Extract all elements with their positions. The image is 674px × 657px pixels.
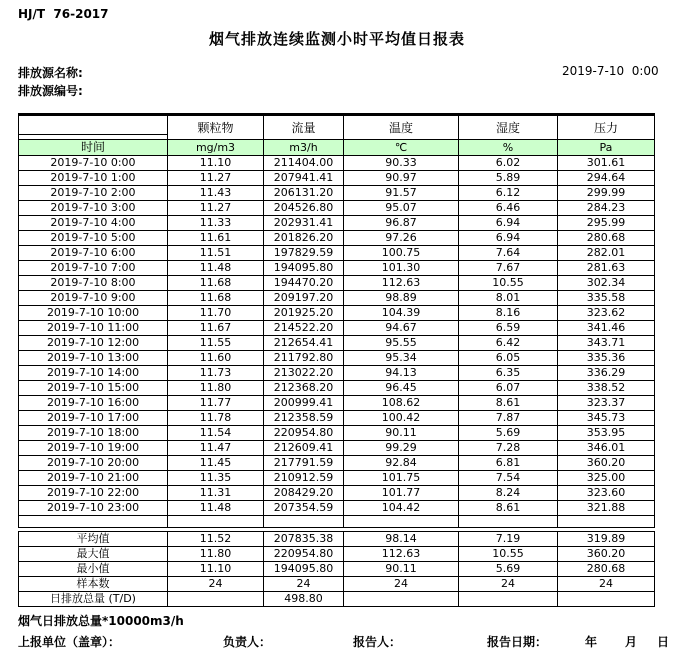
time-cell: 2019-7-10 22:00: [19, 486, 168, 501]
column-header: 压力: [558, 115, 655, 140]
value-cell: 8.24: [459, 486, 558, 501]
value-cell: 10.55: [459, 276, 558, 291]
table-row: [19, 456, 655, 471]
table-row: [19, 216, 655, 231]
value-cell: 11.55: [168, 336, 264, 351]
day-label: 日: [657, 635, 670, 649]
value-cell: 338.52: [558, 381, 655, 396]
signature-line: [0, 633, 674, 651]
table-row: [19, 366, 655, 381]
value-cell: 207354.59: [264, 501, 344, 516]
empty-cell: [459, 516, 558, 528]
value-cell: 11.70: [168, 306, 264, 321]
value-cell: 6.94: [459, 216, 558, 231]
time-cell: 2019-7-10 5:00: [19, 231, 168, 246]
value-cell: 6.07: [459, 381, 558, 396]
value-cell: 11.60: [168, 351, 264, 366]
value-cell: 353.95: [558, 426, 655, 441]
time-cell: 2019-7-10 8:00: [19, 276, 168, 291]
header-corner-top-cell: [19, 115, 168, 135]
value-cell: 360.20: [558, 456, 655, 471]
value-cell: 212609.41: [264, 441, 344, 456]
table-row: [19, 426, 655, 441]
value-cell: 11.35: [168, 471, 264, 486]
value-cell: 8.01: [459, 291, 558, 306]
value-cell: 335.58: [558, 291, 655, 306]
value-cell: 91.57: [344, 186, 459, 201]
value-cell: 100.42: [344, 411, 459, 426]
value-cell: 302.34: [558, 276, 655, 291]
value-cell: 213022.20: [264, 366, 344, 381]
value-cell: 325.00: [558, 471, 655, 486]
separator-empty-row: [19, 516, 655, 528]
table-row: [19, 381, 655, 396]
table-row: [19, 351, 655, 366]
table-row: [19, 532, 655, 547]
value-cell: 5.89: [459, 171, 558, 186]
value-cell: 7.54: [459, 471, 558, 486]
value-cell: 92.84: [344, 456, 459, 471]
empty-cell: [344, 516, 459, 528]
value-cell: 101.77: [344, 486, 459, 501]
value-cell: 11.80: [168, 547, 264, 562]
value-cell: 336.29: [558, 366, 655, 381]
table-row: [19, 201, 655, 216]
value-cell: 104.42: [344, 501, 459, 516]
value-cell: 11.73: [168, 366, 264, 381]
value-cell: 104.39: [344, 306, 459, 321]
value-cell: 11.67: [168, 321, 264, 336]
table-row: [19, 231, 655, 246]
table-row: [19, 276, 655, 291]
empty-cell: [264, 516, 344, 528]
value-cell: 24: [459, 577, 558, 592]
value-cell: 11.47: [168, 441, 264, 456]
value-cell: 8.16: [459, 306, 558, 321]
time-cell: 2019-7-10 18:00: [19, 426, 168, 441]
value-cell: 345.73: [558, 411, 655, 426]
value-cell: 11.77: [168, 396, 264, 411]
empty-cell: [19, 516, 168, 528]
value-cell: 301.61: [558, 156, 655, 171]
time-cell: 2019-7-10 6:00: [19, 246, 168, 261]
value-cell: 194095.80: [264, 562, 344, 577]
value-cell: 90.11: [344, 562, 459, 577]
value-cell: 11.10: [168, 156, 264, 171]
year-label: 年: [585, 635, 598, 649]
value-cell: 208429.20: [264, 486, 344, 501]
responsible-person-label: 负责人：: [223, 635, 272, 649]
standard-number: HJ/T 76-2017: [18, 7, 109, 21]
value-cell: 6.59: [459, 321, 558, 336]
unit-cell: ℃: [344, 140, 459, 156]
value-cell: 323.62: [558, 306, 655, 321]
value-cell: 11.48: [168, 261, 264, 276]
value-cell: 96.87: [344, 216, 459, 231]
empty-cell: [168, 516, 264, 528]
value-cell: 108.62: [344, 396, 459, 411]
time-cell: 2019-7-10 4:00: [19, 216, 168, 231]
value-cell: 194095.80: [264, 261, 344, 276]
value-cell: 94.13: [344, 366, 459, 381]
source-id-label: 排放源编号:: [18, 84, 83, 98]
value-cell: 98.14: [344, 532, 459, 547]
value-cell: 99.29: [344, 441, 459, 456]
unit-cell: Pa: [558, 140, 655, 156]
value-cell: 11.61: [168, 231, 264, 246]
value-cell: 5.69: [459, 562, 558, 577]
table-row: [19, 577, 655, 592]
value-cell: 201826.20: [264, 231, 344, 246]
value-cell: 220954.80: [264, 547, 344, 562]
time-cell: 2019-7-10 21:00: [19, 471, 168, 486]
value-cell: 11.43: [168, 186, 264, 201]
table-row: [19, 547, 655, 562]
time-cell: 2019-7-10 7:00: [19, 261, 168, 276]
value-cell: 24: [344, 577, 459, 592]
value-cell: 202931.41: [264, 216, 344, 231]
value-cell: 11.78: [168, 411, 264, 426]
time-cell: 2019-7-10 13:00: [19, 351, 168, 366]
value-cell: 6.94: [459, 231, 558, 246]
value-cell: 11.27: [168, 171, 264, 186]
summary-label-cell: 样本数: [19, 577, 168, 592]
unit-cell: %: [459, 140, 558, 156]
value-cell: 11.33: [168, 216, 264, 231]
value-cell: 90.11: [344, 426, 459, 441]
value-cell: 346.01: [558, 441, 655, 456]
table-row: [19, 261, 655, 276]
reporter-label: 报告人：: [353, 635, 402, 649]
value-cell: [558, 592, 655, 607]
time-cell: 2019-7-10 10:00: [19, 306, 168, 321]
summary-label-cell: 最大值: [19, 547, 168, 562]
time-cell: 2019-7-10 0:00: [19, 156, 168, 171]
table-row: [19, 411, 655, 426]
time-cell: 2019-7-10 19:00: [19, 441, 168, 456]
table-row: [19, 471, 655, 486]
value-cell: 11.68: [168, 276, 264, 291]
value-cell: 10.55: [459, 547, 558, 562]
report-datetime: 2019-7-10 0:00: [562, 64, 659, 78]
value-cell: 112.63: [344, 547, 459, 562]
time-cell: 2019-7-10 11:00: [19, 321, 168, 336]
value-cell: 210912.59: [264, 471, 344, 486]
value-cell: 280.68: [558, 562, 655, 577]
time-cell: 2019-7-10 15:00: [19, 381, 168, 396]
value-cell: 220954.80: [264, 426, 344, 441]
value-cell: 319.89: [558, 532, 655, 547]
value-cell: 280.68: [558, 231, 655, 246]
table-row: [19, 592, 655, 607]
value-cell: 95.55: [344, 336, 459, 351]
value-cell: [459, 592, 558, 607]
value-cell: 200999.41: [264, 396, 344, 411]
value-cell: 95.07: [344, 201, 459, 216]
monitoring-table: [18, 113, 655, 607]
value-cell: 96.45: [344, 381, 459, 396]
value-cell: 11.27: [168, 201, 264, 216]
value-cell: 7.67: [459, 261, 558, 276]
value-cell: 100.75: [344, 246, 459, 261]
value-cell: 206131.20: [264, 186, 344, 201]
month-label: 月: [625, 635, 638, 649]
time-cell: 2019-7-10 2:00: [19, 186, 168, 201]
value-cell: 6.35: [459, 366, 558, 381]
table-row: [19, 291, 655, 306]
value-cell: 8.61: [459, 396, 558, 411]
value-cell: 11.31: [168, 486, 264, 501]
value-cell: 11.10: [168, 562, 264, 577]
value-cell: 282.01: [558, 246, 655, 261]
value-cell: 341.46: [558, 321, 655, 336]
value-cell: 6.81: [459, 456, 558, 471]
value-cell: 217791.59: [264, 456, 344, 471]
value-cell: 321.88: [558, 501, 655, 516]
value-cell: 94.67: [344, 321, 459, 336]
value-cell: 360.20: [558, 547, 655, 562]
value-cell: 209197.20: [264, 291, 344, 306]
column-header: 湿度: [459, 115, 558, 140]
value-cell: 212368.20: [264, 381, 344, 396]
value-cell: 201925.20: [264, 306, 344, 321]
value-cell: 6.02: [459, 156, 558, 171]
table-row: [19, 441, 655, 456]
page-title: 烟气排放连续监测小时平均值日报表: [208, 30, 465, 48]
value-cell: 11.68: [168, 291, 264, 306]
value-cell: 11.80: [168, 381, 264, 396]
footnote: 烟气日排放总量*10000m3/h: [18, 614, 184, 628]
unit-row: [19, 140, 655, 156]
time-cell: 2019-7-10 9:00: [19, 291, 168, 306]
value-cell: 97.26: [344, 231, 459, 246]
value-cell: 90.33: [344, 156, 459, 171]
value-cell: 101.75: [344, 471, 459, 486]
unit-cell: mg/m3: [168, 140, 264, 156]
time-cell: 2019-7-10 3:00: [19, 201, 168, 216]
value-cell: 95.34: [344, 351, 459, 366]
value-cell: 24: [168, 577, 264, 592]
value-cell: 24: [558, 577, 655, 592]
value-cell: 8.61: [459, 501, 558, 516]
value-cell: [168, 592, 264, 607]
value-cell: 212654.41: [264, 336, 344, 351]
value-cell: 211792.80: [264, 351, 344, 366]
summary-label-cell: 平均值: [19, 532, 168, 547]
summary-label-cell: 最小值: [19, 562, 168, 577]
table-row: [19, 171, 655, 186]
value-cell: 197829.59: [264, 246, 344, 261]
value-cell: 11.48: [168, 501, 264, 516]
table-row: [19, 336, 655, 351]
value-cell: 214522.20: [264, 321, 344, 336]
value-cell: 194470.20: [264, 276, 344, 291]
unit-cell: m3/h: [264, 140, 344, 156]
value-cell: 11.45: [168, 456, 264, 471]
value-cell: 11.51: [168, 246, 264, 261]
value-cell: 90.97: [344, 171, 459, 186]
table-row: [19, 246, 655, 261]
value-cell: 5.69: [459, 426, 558, 441]
time-cell: 2019-7-10 1:00: [19, 171, 168, 186]
value-cell: 323.37: [558, 396, 655, 411]
column-header: 流量: [264, 115, 344, 140]
time-cell: 2019-7-10 12:00: [19, 336, 168, 351]
value-cell: 6.46: [459, 201, 558, 216]
value-cell: 335.36: [558, 351, 655, 366]
table-row: [19, 486, 655, 501]
value-cell: 7.28: [459, 441, 558, 456]
table-row: [19, 396, 655, 411]
value-cell: 284.23: [558, 201, 655, 216]
value-cell: 294.64: [558, 171, 655, 186]
time-cell: 2019-7-10 14:00: [19, 366, 168, 381]
value-cell: 207941.41: [264, 171, 344, 186]
value-cell: 211404.00: [264, 156, 344, 171]
value-cell: 299.99: [558, 186, 655, 201]
table-row: [19, 321, 655, 336]
value-cell: 7.87: [459, 411, 558, 426]
value-cell: 11.52: [168, 532, 264, 547]
time-cell: 2019-7-10 20:00: [19, 456, 168, 471]
value-cell: 6.05: [459, 351, 558, 366]
value-cell: 6.12: [459, 186, 558, 201]
value-cell: 7.64: [459, 246, 558, 261]
value-cell: 101.30: [344, 261, 459, 276]
column-header: 温度: [344, 115, 459, 140]
empty-cell: [558, 516, 655, 528]
data-rows: [19, 156, 655, 516]
value-cell: 6.42: [459, 336, 558, 351]
source-name-label: 排放源名称:: [18, 66, 83, 80]
reporting-unit-label: 上报单位（盖章）：: [18, 635, 121, 649]
table-row: [19, 186, 655, 201]
value-cell: 281.63: [558, 261, 655, 276]
value-cell: 11.54: [168, 426, 264, 441]
report-date-label: 报告日期：: [487, 635, 548, 649]
value-cell: 212358.59: [264, 411, 344, 426]
value-cell: [344, 592, 459, 607]
value-cell: 295.99: [558, 216, 655, 231]
value-cell: 112.63: [344, 276, 459, 291]
value-cell: 323.60: [558, 486, 655, 501]
time-cell: 2019-7-10 16:00: [19, 396, 168, 411]
table-row: [19, 306, 655, 321]
column-header: 颗粒物: [168, 115, 264, 140]
time-cell: 2019-7-10 17:00: [19, 411, 168, 426]
time-header-cell: 时间: [19, 140, 168, 156]
table-row: [19, 156, 655, 171]
header-row-top: [19, 115, 655, 135]
summary-rows: [19, 532, 655, 607]
table-row: [19, 562, 655, 577]
summary-label-cell: 日排放总量 (T/D): [19, 592, 168, 607]
value-cell: 24: [264, 577, 344, 592]
value-cell: 343.71: [558, 336, 655, 351]
table-row: [19, 501, 655, 516]
value-cell: 204526.80: [264, 201, 344, 216]
value-cell: 98.89: [344, 291, 459, 306]
value-cell: 207835.38: [264, 532, 344, 547]
value-cell: 498.80: [264, 592, 344, 607]
time-cell: 2019-7-10 23:00: [19, 501, 168, 516]
value-cell: 7.19: [459, 532, 558, 547]
